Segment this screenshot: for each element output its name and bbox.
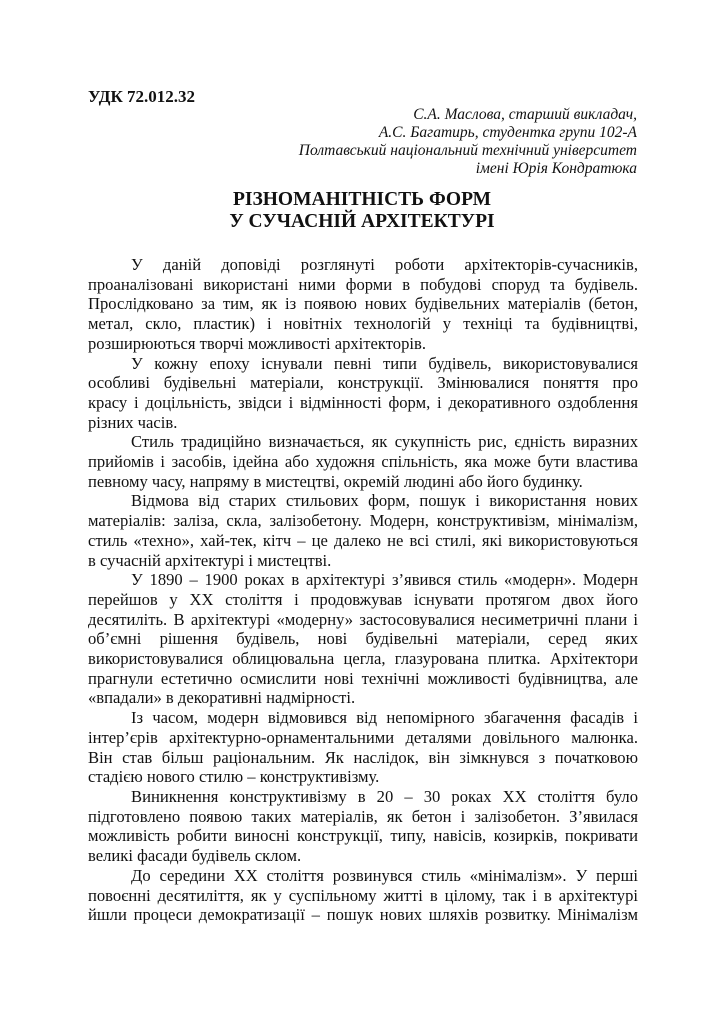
article-title: [0, 189, 724, 233]
paragraph: [88, 432, 638, 491]
text-line: Прослідковано за тим, як із появою нових будівельних матеріалів (бетон,: [88, 294, 638, 314]
affiliation-line: імені Юрія Кондратюка: [475, 160, 637, 177]
text-line: можливість робити виносні конструкції, типу, навісів, козирків, покривати: [88, 826, 638, 846]
affiliation-line: Полтавський національний технічний університет: [298, 142, 637, 159]
text-line: особливі будівельні матеріали, конструкції. Змінювалися поняття про: [88, 373, 638, 393]
text-line: Стиль традиційно визначається, як сукупність рис, єдність виразних: [131, 432, 638, 452]
title-line: РІЗНОМАНІТНІСТЬ ФОРМ: [232, 189, 492, 210]
udk-code: УДК 72.012.32: [88, 87, 196, 106]
text-line: розширюються творчі можливості архітекторів.: [88, 333, 426, 353]
author-line: С.А. Маслова, старший викладач,: [413, 106, 637, 123]
paragraph: [88, 354, 638, 433]
paragraph: [88, 708, 638, 787]
text-line: Виникнення конструктивізму в 20 – 30 роках ХХ століття було: [131, 786, 638, 806]
article-body: [88, 255, 638, 925]
text-line: «впадали» в декоративні надмірності.: [88, 688, 356, 708]
text-line: прийомів і засобів, ідейна або художня спільність, яка може бути властива: [88, 452, 638, 472]
text-line: матеріалів: заліза, скла, залізобетону. Модерн, конструктивізм, мінімалізм,: [88, 511, 638, 531]
text-line: використовувалися облицювальна цегла, глазурована плитка. Архітектори: [88, 649, 638, 669]
text-line: об’ємні рішення будівель, нові будівельні матеріали, серед яких: [88, 629, 638, 649]
text-line: Відмова від старих стильових форм, пошук і використання нових: [131, 491, 638, 511]
text-line: У кожну епоху існували певні типи будівель, використовувалися: [131, 353, 638, 373]
paragraph: [88, 255, 638, 354]
text-line: проаналізовані використані ними форми в побудові споруд та будівель.: [88, 274, 638, 294]
text-line: певному часу, напряму в мистецтві, окремій людині або його будинку.: [88, 471, 583, 491]
text-line: прагнули естетично осмислити нові технічні можливості будівництва, але: [88, 668, 638, 688]
text-line: стадією нового стилю – конструктивізму.: [88, 767, 380, 787]
text-line: красу і доцільність, звідси і відмінності форм, і декоративного оздоблення: [88, 392, 638, 412]
text-line: великі фасади будівель склом.: [88, 846, 302, 866]
text-line: підготовлено появою таких матеріалів, як бетон і залізобетон. З’явилася: [88, 806, 638, 826]
text-line: в сучасній архітектурі і мистецтві.: [88, 550, 332, 570]
title-line: У СУЧАСНІЙ АРХІТЕКТУРІ: [229, 211, 495, 232]
paragraph: [88, 866, 638, 925]
text-line: Із часом, модерн відмовився від непомірного збагачення фасадів і: [131, 708, 638, 728]
text-line: різних часів.: [88, 412, 178, 432]
text-line: У даній доповіді розглянуті роботи архітекторів-сучасників,: [131, 255, 638, 274]
text-line: стиль «техно», хай-тек, кітч – це далеко не всі стилі, які використовуються: [88, 530, 638, 550]
paragraph: [88, 491, 638, 570]
text-line: До середини ХХ століття розвинувся стиль «мінімалізм». У перші: [131, 865, 638, 885]
text-line: метал, скло, пластик) і новітніх технологій у техніці та будівництві,: [88, 314, 638, 334]
text-line: повоєнні десятиліття, як у суспільному житті в цілому, так і в архітектурі: [88, 885, 638, 905]
text-line: йшли процеси демократизації – пошук нових шляхів розвитку. Мінімалізм: [88, 905, 638, 925]
author-line: А.С. Багатирь, студентка групи 102-А: [378, 124, 637, 141]
text-line: інтер’єрів архітектурно-орнаментальними деталями довільного малюнка.: [88, 727, 638, 747]
text-line: перейшов у ХХ століття і продовжував існувати протягом двох його: [88, 589, 638, 609]
text-line: десятиліть. В архітектурі «модерну» застосовувалися несиметричні плани і: [88, 609, 638, 629]
author-block: [299, 106, 637, 178]
text-line: Він став більш раціональним. Як наслідок, він зімкнувся з початковою: [88, 747, 638, 767]
paragraph: [88, 570, 638, 708]
paragraph: [88, 787, 638, 866]
text-line: У 1890 – 1900 роках в архітектурі з’явився стиль «модерн». Модерн: [131, 570, 638, 590]
